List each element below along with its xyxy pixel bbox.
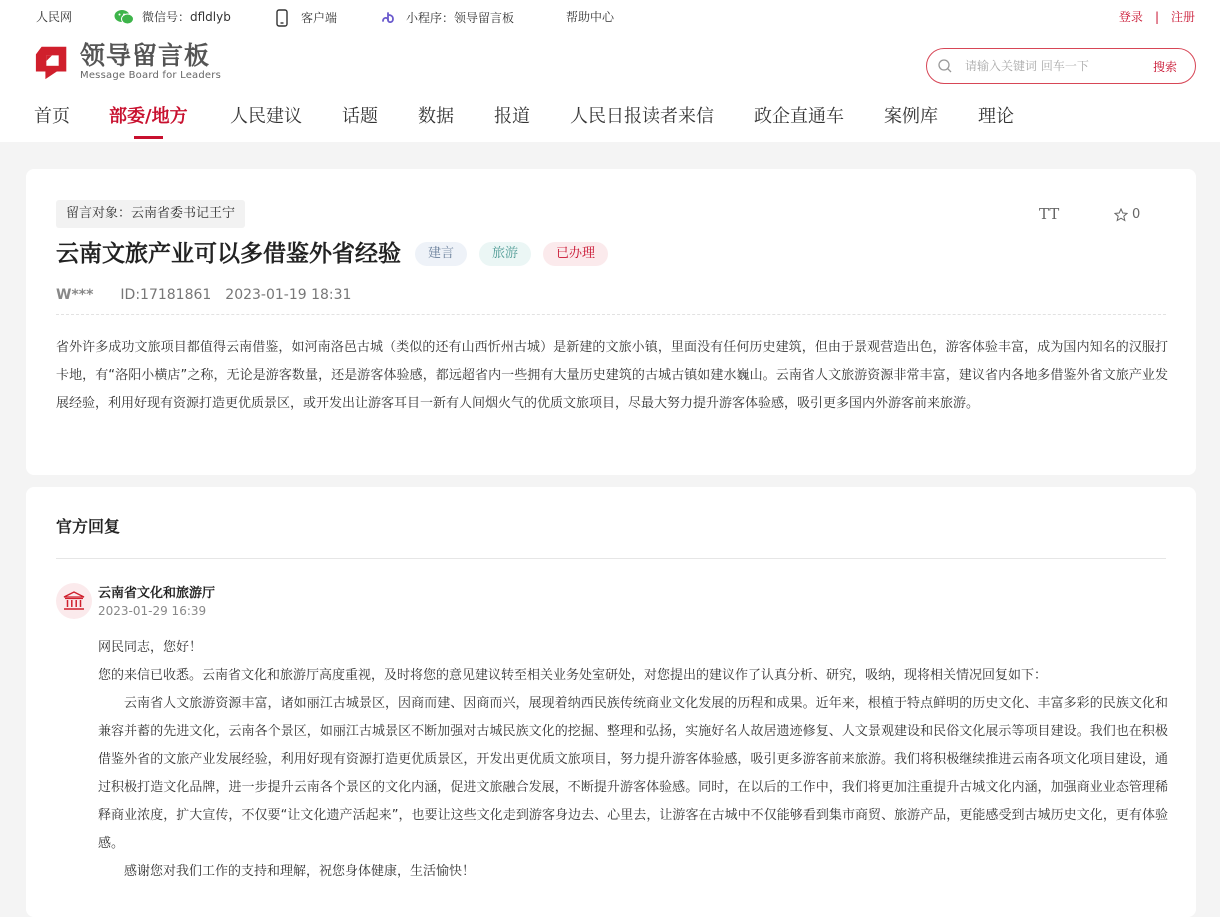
official-reply-heading: 官方回复 — [56, 517, 121, 536]
search-button[interactable]: 搜索 — [1152, 60, 1177, 74]
font-size-icon[interactable]: TT — [1039, 205, 1060, 223]
reply-main-paragraph: 云南省人文旅游资源丰富，诸如丽江古城景区，因商而建、因商而兴，展现着纳西民族传统商业文化发展的历程和成果。近年来，根植于特点鲜明的历史文化、丰富多彩的民族文化和兼容并蓄的先进文化，云南各个景区，如丽江古城景区不断加强对古城民族文化的挖掘、整理和弘扬，实施好名人故居遗迹修复、人文景观建设和民俗文化展示等项目建设。我们也在积极借鉴外省的文旅产业发展经验，利用好现有资源打造更优质景区，开发出更优质文旅项目，努力提升游客体验感，吸引更多游客前来旅游。我们将积极继续推进云南各项文化项目建设，通过积极打造文化品牌，进一步提升云南各个景区的文化内涵，促进文旅融合发展，不断提升游客体验感。同时，在以后的工作中，我们将更加注重提升古城文化内涵，加强商业业态管理稀释商业浓度，扩大宣传，不仅要“让文化遗产活起来”，也要让这些文化走到游客身边去、心里去，让游客在古城中不仅能够看到集市商贸、旅游产品，更能感受到古城历史文化，更有体验感。 — [98, 696, 1168, 851]
nav-readers-letters[interactable]: 人民日报读者来信 — [570, 106, 714, 127]
org-avatar — [56, 583, 92, 619]
nav-gov-enterprise[interactable]: 政企直通车 — [754, 106, 844, 127]
message-id: ID:17181861 — [120, 287, 212, 303]
message-title: 云南文旅产业可以多借鉴外省经验 — [56, 241, 401, 267]
mobile-phone-icon — [276, 9, 288, 27]
message-meta — [56, 286, 351, 304]
nav-theory[interactable]: 理论 — [978, 106, 1014, 127]
logo-subtitle: Message Board for Leaders — [80, 70, 222, 81]
site-link[interactable] — [36, 9, 72, 25]
client-label: 客户端 — [301, 11, 338, 25]
help-center-link[interactable] — [566, 9, 614, 25]
reply-body — [98, 634, 1168, 886]
badge-handled-status: 已办理 — [543, 242, 608, 266]
login-link[interactable]: 登录 — [1118, 10, 1143, 24]
message-time: 2023-01-19 18:31 — [225, 287, 352, 303]
reply-divider — [56, 558, 1166, 559]
wechat-icon — [114, 9, 134, 25]
badge-tourism: 旅游 — [479, 242, 531, 266]
search-box — [926, 48, 1196, 84]
miniprogram-label: 小程序：领导留言板 — [406, 11, 515, 25]
favorite-button[interactable] — [1114, 207, 1140, 222]
logo-title: 领导留言板 — [80, 41, 211, 70]
logo-mark-icon — [34, 43, 72, 81]
search-icon — [937, 58, 953, 74]
reply-org-name: 云南省文化和旅游厅 — [98, 586, 216, 601]
site-link-label: 人民网 — [36, 10, 73, 24]
message-body: 省外许多成功文旅项目都值得云南借鉴，如河南洛邑古城（类似的还有山西忻州古城）是新建的文旅小镇，里面没有任何历史建筑，但由于景观营造出色，游客体验丰富，成为国内知名的汉服打卡地，有“洛阳小横店”之称，无论是游客数量，还是游客体验感，都远超省内一些拥有大量历史建筑的古城古镇如建水巍山。云南省人文旅游资源非常丰富，建议省内各地多借鉴外省文旅产业发展经验，利用好现有资源打造更优质景区，或开发出让游客耳目一新有人间烟火气的优质文旅项目，尽最大努力提升游客体验感，吸引更多国内外游客前来旅游。 — [56, 340, 1168, 411]
wechat-link[interactable] — [114, 9, 231, 25]
nav-topics[interactable]: 话题 — [342, 106, 378, 127]
reply-greeting: 网民同志，您好！ — [98, 640, 203, 655]
reply-closing: 感谢您对我们工作的支持和理解，祝您身体健康，生活愉快！ — [124, 864, 476, 879]
message-title-row — [56, 237, 608, 271]
dashed-divider — [56, 314, 1166, 315]
auth-separator: | — [1154, 10, 1159, 24]
government-building-icon — [63, 591, 85, 611]
message-author: W*** — [56, 287, 94, 303]
nav-case-library[interactable]: 案例库 — [884, 106, 938, 127]
message-target-tag: 留言对象：云南省委书记王宁 — [56, 200, 245, 228]
register-link[interactable]: 注册 — [1170, 10, 1195, 24]
reply-time: 2023-01-29 16:39 — [98, 604, 207, 618]
nav-active-indicator — [134, 136, 163, 139]
miniprogram-icon — [380, 9, 398, 27]
official-reply-card — [26, 487, 1196, 917]
nav-ministries-local[interactable]: 部委/地方 — [109, 106, 188, 127]
help-center-label: 帮助中心 — [566, 10, 615, 24]
nav-reports[interactable]: 报道 — [494, 106, 530, 127]
site-logo[interactable] — [34, 42, 221, 81]
favorite-count: 0 — [1132, 207, 1141, 222]
reply-intro: 您的来信已收悉。云南省文化和旅游厅高度重视，及时将您的意见建议转至相关业务处室研处，对您提出的建议作了认真分析、研究，吸纳，现将相关情况回复如下： — [98, 668, 1048, 683]
auth-links — [1119, 9, 1195, 25]
client-link[interactable] — [276, 9, 337, 27]
nav-people-suggestions[interactable]: 人民建议 — [230, 106, 302, 127]
badge-suggestion: 建言 — [415, 242, 467, 266]
site-header — [0, 34, 1220, 142]
wechat-label: 微信号：dfldlyb — [142, 10, 231, 24]
message-card — [26, 169, 1196, 475]
nav-home[interactable]: 首页 — [34, 106, 70, 127]
miniprogram-link[interactable] — [380, 9, 514, 27]
search-input[interactable] — [965, 59, 1145, 73]
top-utility-bar — [0, 0, 1220, 34]
nav-data[interactable]: 数据 — [418, 106, 454, 127]
star-icon — [1114, 208, 1128, 222]
